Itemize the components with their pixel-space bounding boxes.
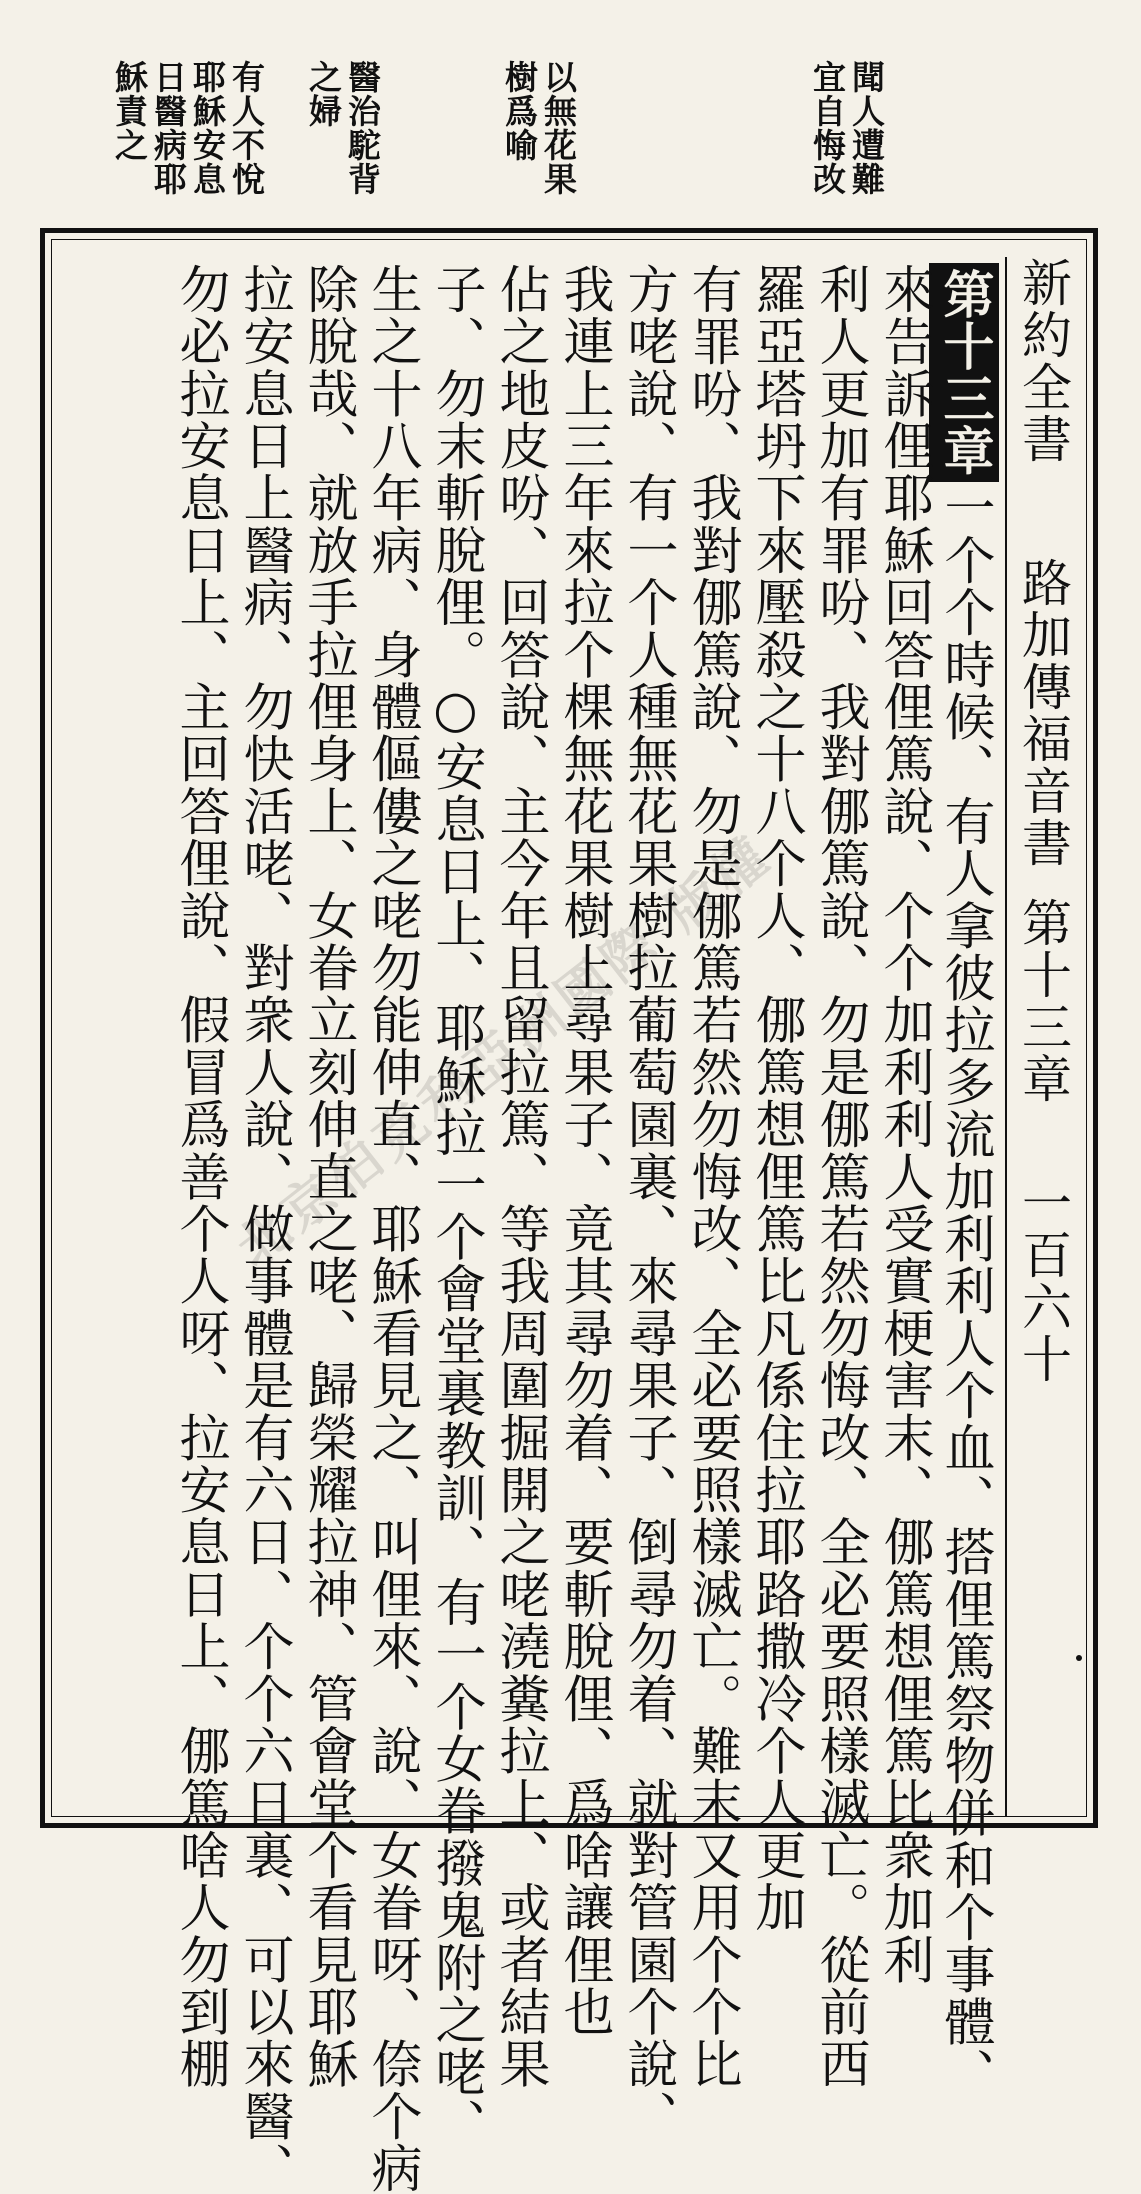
text-column-1-body: 一个个時候、有人拿彼拉多流加利利人个血、搭俚篤祭物併和个事體、 [935, 481, 994, 2101]
text-column-6: 方咾說、有一个人種無花果樹拉葡萄園裏、來尋果子、倒尋勿着、就對管園个說、 [618, 263, 677, 2143]
text-column-1 [929, 263, 999, 2101]
text-column-7: 我連上三年來拉个棵無花果樹上尋果子、竟其尋勿着、要斬脫俚、爲啥讓俚也 [554, 263, 613, 2038]
text-column-13: 勿必拉安息日上、主回答俚說、假冒爲善个人呀、拉安息日上、㑚篤啥人勿到棚 [170, 263, 229, 2090]
margin-note-4: 有人不悅耶穌安息日醫病耶穌責之 [110, 60, 266, 196]
chapter-title: 第十三章 [1014, 897, 1072, 1105]
text-column-4: 羅亞塔坍下來壓殺之十八个人、㑚篤想俚篤比凡係住拉耶路撒冷个人更加 [746, 263, 805, 1934]
text-column-5: 有罪吩、我對㑚篤說、勿是㑚篤若然勿悔改、全必要照樣滅亡。難末又用个个比 [682, 263, 741, 2090]
margin-note-3: 醫治駝背之婦 [304, 60, 382, 196]
text-column-8: 佔之地皮吩、回答說、主今年且留拉篤、等我周圍掘開之咾澆糞拉上、或者結果 [490, 263, 549, 2090]
text-column-9: 子、勿末斬脫俚。○安息日上、耶穌拉一个會堂裏教訓、有一个女眷撥鬼附之咾、 [426, 263, 485, 2151]
gospel-title: 路加傳福音書 [1014, 557, 1072, 869]
chapter-heading-mark: 第十三章 [929, 263, 999, 482]
running-header [1005, 257, 1079, 1817]
text-column-11: 除脫哉、就放手拉俚身上、女眷立刻伸直之咾、歸榮耀拉神、管會堂个看見耶穌 [298, 263, 357, 2090]
text-column-2: 來告訴俚耶穌回答俚篤說、个个加利利人受實梗害末、㑚篤想俚篤比衆加利 [874, 263, 933, 1986]
book-title: 新約全書 [1014, 257, 1072, 465]
page-dot [1076, 1655, 1082, 1661]
watermark: 北京伯克利亞洲國際 版權 [224, 823, 784, 1280]
margin-note-2: 以無花果樹爲喻 [500, 60, 578, 196]
margin-note-1: 聞人遭難宜自悔改 [808, 60, 886, 196]
page-number: 一百六十 [1014, 1177, 1072, 1385]
margin-notes [0, 60, 1141, 230]
text-column-10: 生之十八年病、身體傴僂之咾勿能伸直、耶穌看見之、叫俚來、說、女眷呀、倷个病 [362, 263, 421, 2194]
text-column-12: 拉安息日上醫病、勿快活咾、對衆人說、做事體是有六日、个个六日裏、可以來醫、 [234, 263, 293, 2194]
text-column-3: 利人更加有罪吩、我對㑚篤說、勿是㑚篤若然勿悔改、全必要照樣滅亡。從前西 [810, 263, 869, 2090]
